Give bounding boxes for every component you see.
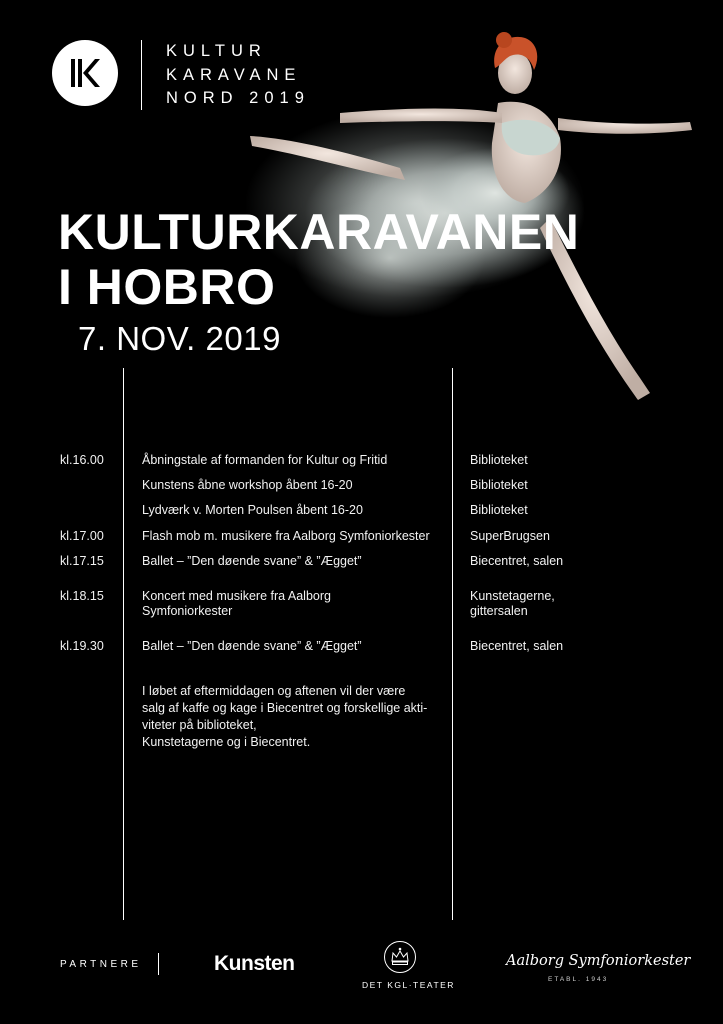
schedule-venue: Biecentret, salen — [470, 639, 564, 653]
event-date: 7. NOV. 2019 — [78, 320, 281, 357]
schedule-time: kl.19.30 — [60, 639, 104, 653]
schedule-activity: Flash mob m. musikere fra Aalborg Symfoniorkester — [142, 529, 430, 543]
kgl-teater-label: DET KGL·TEATER — [362, 980, 455, 990]
schedule-venue: Biblioteket — [470, 453, 528, 467]
schedule-activity: Kunstens åbne workshop åbent 16-20 — [142, 478, 353, 492]
title-line: KULTURKARAVANEN — [58, 204, 580, 260]
schedule-time: kl.17.15 — [60, 554, 104, 568]
schedule-activity: Symfoniorkester — [142, 604, 233, 618]
brand-line: KULTUR — [166, 42, 267, 60]
schedule-activity: Lydværk v. Morten Poulsen åbent 16-20 — [142, 503, 363, 517]
crown-icon — [383, 940, 417, 974]
schedule-venue: Biblioteket — [470, 478, 528, 492]
partners-label: PARTNERE — [60, 959, 142, 970]
schedule-activity: Åbningstale af formanden for Kultur og Fritid — [142, 453, 388, 467]
schedule-activity: Koncert med musikere fra Aalborg — [142, 589, 331, 603]
kulturkaravane-logo — [52, 40, 118, 106]
logo-mark-icon — [52, 40, 118, 106]
schedule-activity: Ballet – ”Den døende svane” & ”Ægget” — [142, 639, 362, 653]
schedule-time: kl.17.00 — [60, 529, 104, 543]
schedule-time: kl.18.15 — [60, 589, 104, 603]
note-line: I løbet af eftermiddagen og aftenen vil der være — [142, 684, 406, 698]
event-note — [142, 683, 427, 751]
brand-line: KARAVANE — [166, 65, 302, 84]
schedule-activity: Ballet – ”Den døende svane” & ”Ægget” — [142, 554, 362, 568]
note-line: viteter på biblioteket, — [142, 718, 257, 732]
column-divider-right — [452, 368, 453, 920]
schedule-venue: gittersalen — [470, 604, 528, 618]
aalborg-symfoniorkester-logo: Aalborg Symfoniorkester — [506, 953, 691, 969]
schedule-time: kl.16.00 — [60, 453, 104, 467]
note-line: salg af kaffe og kage i Biecentret og forskellige akti- — [142, 701, 428, 715]
partners-divider — [158, 953, 159, 975]
schedule-venue: SuperBrugsen — [470, 529, 550, 543]
event-title — [58, 205, 579, 315]
column-divider-left — [123, 368, 124, 920]
schedule-venue: Biecentret, salen — [470, 554, 564, 568]
brand-divider — [141, 40, 142, 110]
title-line: I HOBRO — [58, 259, 276, 315]
kunsten-logo: Kunsten — [214, 952, 295, 975]
schedule-venue: Kunstetagerne, — [470, 589, 555, 603]
brand-line: NORD 2019 — [166, 89, 310, 107]
aalborg-symfoniorkester-established: ETABL. 1943 — [548, 976, 609, 983]
schedule-venue: Biblioteket — [470, 503, 528, 517]
note-line: Kunstetagerne og i Biecentret. — [142, 735, 311, 749]
